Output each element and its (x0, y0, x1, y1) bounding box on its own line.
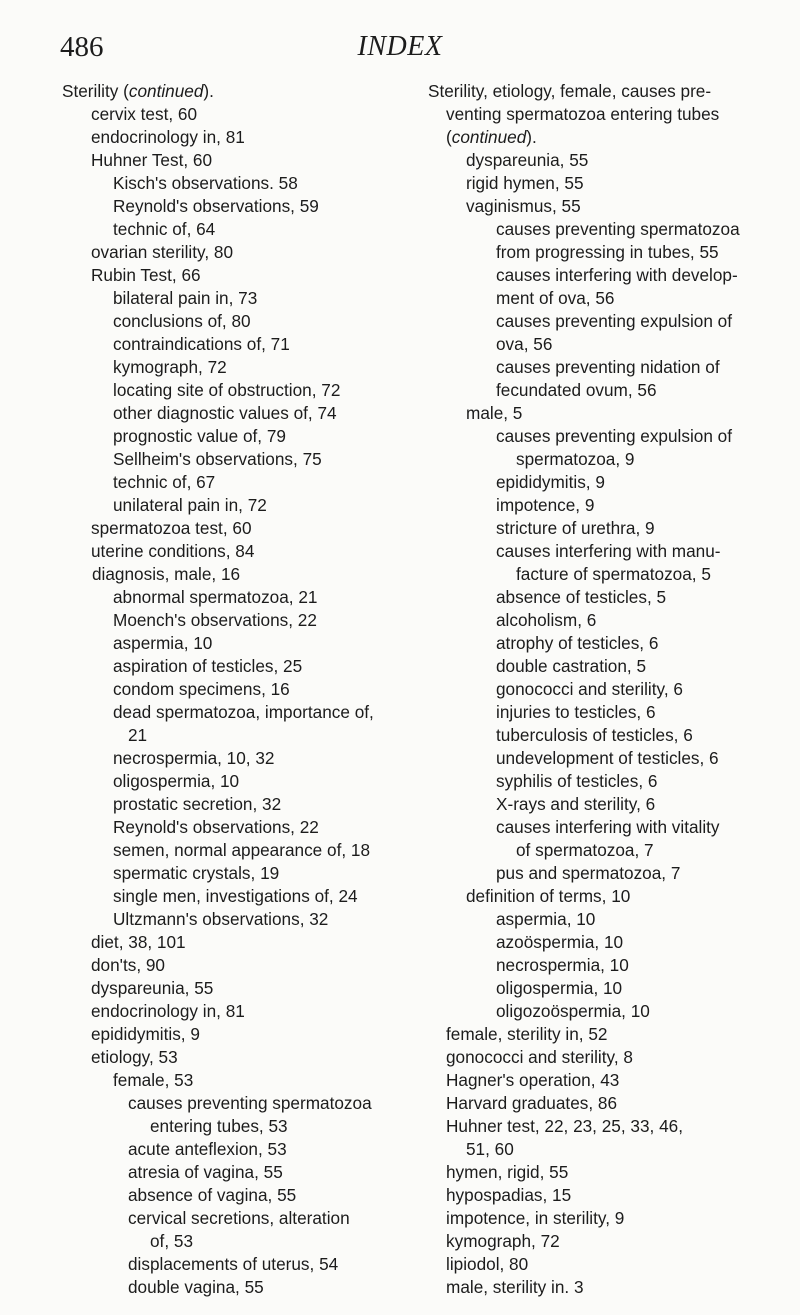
index-entry-text: necrospermia, 10, 32 (113, 748, 275, 768)
index-entry-text: locating site of obstruction, 72 (113, 380, 341, 400)
index-entry (428, 218, 768, 241)
index-entry-text: causes interfering with manu- (496, 541, 721, 561)
index-entry (428, 609, 768, 632)
index-entry-text: dyspareunia, 55 (91, 978, 214, 998)
index-entry (428, 678, 768, 701)
index-entry-text: female, 53 (113, 1070, 194, 1090)
index-entry-text: displacements of uterus, 54 (128, 1254, 339, 1274)
index-entry (428, 931, 768, 954)
index-entry-text: azoöspermia, 10 (496, 932, 624, 952)
index-entry (62, 770, 397, 793)
index-entry-text: double castration, 5 (496, 656, 647, 676)
index-entry (62, 172, 397, 195)
index-entry (62, 701, 397, 724)
index-entry-text: contraindications of, 71 (113, 334, 290, 354)
index-entry-text: spermatic crystals, 19 (113, 863, 280, 883)
index-entry (428, 770, 768, 793)
index-entry (428, 1230, 768, 1253)
index-entry-text: conclusions of, 80 (113, 311, 251, 331)
index-entry (62, 563, 397, 586)
index-entry (62, 540, 397, 563)
index-entry-text: kymograph, 72 (446, 1231, 560, 1251)
index-entry-text: causes preventing expulsion of (496, 426, 733, 446)
index-entry (428, 816, 768, 839)
index-entry-text: of spermatozoa, 7 (516, 840, 654, 860)
index-entry (428, 1115, 768, 1138)
index-entry (62, 80, 397, 103)
index-entry (62, 1276, 397, 1299)
index-entry (62, 977, 397, 1000)
index-entry (62, 379, 397, 402)
index-entry-text: spermatozoa test, 60 (91, 518, 252, 538)
index-entry-text: causes preventing expulsion of (496, 311, 733, 331)
index-entry (62, 241, 397, 264)
index-entry-text: abnormal spermatozoa, 21 (113, 587, 318, 607)
index-entry-text: epididymitis, 9 (91, 1024, 200, 1044)
index-entry-text: Hagner's operation, 43 (446, 1070, 620, 1090)
index-entry (62, 747, 397, 770)
index-entry (428, 287, 768, 310)
index-entry-text: syphilis of testicles, 6 (496, 771, 658, 791)
index-entry (62, 931, 397, 954)
index-entry-text: from progressing in tubes, 55 (496, 242, 719, 262)
index-entry-text: double vagina, 55 (128, 1277, 264, 1297)
index-entry (62, 632, 397, 655)
index-entry-text: fecundated ovum, 56 (496, 380, 657, 400)
index-entry-text: epididymitis, 9 (496, 472, 605, 492)
index-entry (428, 448, 768, 471)
index-entry-text: atresia of vagina, 55 (128, 1162, 283, 1182)
index-entry-text: acute anteflexion, 53 (128, 1139, 287, 1159)
index-entry-text: stricture of urethra, 9 (496, 518, 655, 538)
index-entry (62, 609, 397, 632)
index-entry (62, 908, 397, 931)
index-entry (62, 471, 397, 494)
index-entry (62, 218, 397, 241)
index-entry (428, 908, 768, 931)
index-entry (428, 724, 768, 747)
index-entry (428, 954, 768, 977)
index-entry-text: aspiration of testicles, 25 (113, 656, 303, 676)
index-entry-italic: continued (128, 81, 204, 101)
index-entry-text: Moench's observations, 22 (113, 610, 317, 630)
index-entry-text: Sellheim's observations, 75 (113, 449, 322, 469)
index-entry-text: vaginismus, 55 (466, 196, 581, 216)
index-entry-text: ovarian sterility, 80 (91, 242, 234, 262)
index-entry-text: causes preventing spermatozoa (496, 219, 740, 239)
index-entry (428, 1161, 768, 1184)
index-entry-text: entering tubes, 53 (150, 1116, 288, 1136)
index-entry (428, 701, 768, 724)
index-entry (62, 333, 397, 356)
index-entry (62, 655, 397, 678)
index-entry (428, 333, 768, 356)
index-entry-text: uterine conditions, 84 (91, 541, 255, 561)
index-entry-text: pus and spermatozoa, 7 (496, 863, 681, 883)
index-entry (62, 885, 397, 908)
index-entry-text: 51, 60 (466, 1139, 514, 1159)
running-head: INDEX (357, 31, 443, 62)
index-entry (428, 264, 768, 287)
index-entry (62, 862, 397, 885)
index-entry-text: bilateral pain in, 73 (113, 288, 258, 308)
index-entry-text: Ultzmann's observations, 32 (113, 909, 329, 929)
index-entry-text: Sterility ( (62, 81, 129, 101)
index-entry-text: kymograph, 72 (113, 357, 227, 377)
index-entry (62, 448, 397, 471)
index-entry (62, 1230, 397, 1253)
index-entry-text: causes interfering with vitality (496, 817, 720, 837)
index-entry (62, 1184, 397, 1207)
index-entry-text: absence of testicles, 5 (496, 587, 667, 607)
index-entry (62, 287, 397, 310)
index-entry (428, 1276, 768, 1299)
index-entry (62, 310, 397, 333)
index-entry (62, 724, 397, 747)
index-entry-text: necrospermia, 10 (496, 955, 629, 975)
index-entry-text: Harvard graduates, 86 (446, 1093, 618, 1113)
index-entry-text: ( (446, 127, 452, 147)
index-entry (428, 632, 768, 655)
index-entry-text: other diagnostic values of, 74 (113, 403, 337, 423)
index-entry-tail: ). (526, 127, 537, 147)
index-entry-text: ment of ova, 56 (496, 288, 615, 308)
index-entry (428, 172, 768, 195)
index-entry-text: Reynold's observations, 22 (113, 817, 319, 837)
index-entry (428, 494, 768, 517)
index-entry-text: oligozoöspermia, 10 (496, 1001, 650, 1021)
index-entry (428, 126, 768, 149)
index-entry-text: diagnosis, male, 16 (92, 564, 241, 584)
index-entry-text: ova, 56 (496, 334, 553, 354)
index-entry (62, 1207, 397, 1230)
index-entry (62, 1000, 397, 1023)
index-entry-text: hypospadias, 15 (446, 1185, 572, 1205)
index-entry-text: Kisch's observations. 58 (113, 173, 298, 193)
index-entry-text: causes interfering with develop- (496, 265, 738, 285)
index-entry-text: endocrinology in, 81 (91, 127, 245, 147)
index-entry-text: condom specimens, 16 (113, 679, 290, 699)
index-entry-text: Reynold's observations, 59 (113, 196, 319, 216)
index-entry-text: gonococci and sterility, 6 (496, 679, 683, 699)
index-column-left (62, 80, 397, 1299)
index-entry-text: technic of, 64 (113, 219, 216, 239)
index-entry (428, 310, 768, 333)
index-entry-text: oligospermia, 10 (496, 978, 623, 998)
index-entry-text: impotence, in sterility, 9 (446, 1208, 625, 1228)
index-entry-text: rigid hymen, 55 (466, 173, 584, 193)
index-entry-text: semen, normal appearance of, 18 (113, 840, 371, 860)
index-entry-text: don'ts, 90 (91, 955, 165, 975)
index-entry-text: Sterility, etiology, female, causes pre- (428, 81, 712, 101)
index-entry-text: technic of, 67 (113, 472, 216, 492)
index-entry (62, 1138, 397, 1161)
index-entry-text: hymen, rigid, 55 (446, 1162, 569, 1182)
index-entry-text: etiology, 53 (91, 1047, 178, 1067)
index-entry (62, 1115, 397, 1138)
index-entry-text: X-rays and sterility, 6 (496, 794, 656, 814)
index-entry-text: cervical secretions, alteration (128, 1208, 350, 1228)
index-entry-text: alcoholism, 6 (496, 610, 597, 630)
index-entry (62, 1092, 397, 1115)
index-entry (428, 402, 768, 425)
index-entry (62, 816, 397, 839)
index-entry (428, 1253, 768, 1276)
index-entry-text: diet, 38, 101 (91, 932, 186, 952)
index-entry-text: 21 (128, 725, 148, 745)
index-entry-text: impotence, 9 (496, 495, 595, 515)
index-entry (428, 425, 768, 448)
index-entry-text: tuberculosis of testicles, 6 (496, 725, 693, 745)
index-entry-text: causes preventing spermatozoa (128, 1093, 372, 1113)
index-entry-text: unilateral pain in, 72 (113, 495, 267, 515)
index-entry-text: dead spermatozoa, importance of, (113, 702, 374, 722)
index-entry-text: Huhner test, 22, 23, 25, 33, 46, (446, 1116, 683, 1136)
index-entry-text: oligospermia, 10 (113, 771, 240, 791)
index-entry (62, 1069, 397, 1092)
index-entry (428, 1092, 768, 1115)
index-entry-text: venting spermatozoa entering tubes (446, 104, 720, 124)
index-entry-text: prostatic secretion, 32 (113, 794, 282, 814)
index-entry (62, 1253, 397, 1276)
index-entry-italic: continued (451, 127, 527, 147)
index-entry-text: of, 53 (150, 1231, 194, 1251)
index-entry (62, 839, 397, 862)
index-entry-text: cervix test, 60 (91, 104, 198, 124)
index-entry (62, 517, 397, 540)
index-entry (428, 1184, 768, 1207)
index-entry (428, 471, 768, 494)
index-entry (428, 149, 768, 172)
index-entry (428, 1138, 768, 1161)
index-entry (62, 264, 397, 287)
index-entry-text: Rubin Test, 66 (91, 265, 201, 285)
index-entry-text: facture of spermatozoa, 5 (516, 564, 711, 584)
index-entry-text: single men, investigations of, 24 (113, 886, 358, 906)
index-entry-text: lipiodol, 80 (446, 1254, 529, 1274)
index-entry (62, 103, 397, 126)
index-entry (62, 678, 397, 701)
index-entry (62, 586, 397, 609)
index-entry-text: absence of vagina, 55 (128, 1185, 297, 1205)
index-entry (428, 977, 768, 1000)
index-entry (62, 149, 397, 172)
index-entry (428, 195, 768, 218)
index-entry-text: definition of terms, 10 (466, 886, 631, 906)
index-entry (428, 563, 768, 586)
index-entry (62, 126, 397, 149)
index-entry (428, 885, 768, 908)
index-entry (62, 1023, 397, 1046)
index-entry-text: dyspareunia, 55 (466, 150, 589, 170)
index-entry (62, 356, 397, 379)
index-entry (428, 80, 768, 103)
index-entry (62, 195, 397, 218)
index-entry (428, 862, 768, 885)
index-entry (428, 793, 768, 816)
index-entry (428, 839, 768, 862)
index-entry (62, 402, 397, 425)
index-entry (428, 747, 768, 770)
index-entry (62, 954, 397, 977)
index-entry-text: undevelopment of testicles, 6 (496, 748, 719, 768)
index-entry-text: male, 5 (466, 403, 523, 423)
index-entry-text: aspermia, 10 (113, 633, 213, 653)
index-entry (428, 356, 768, 379)
index-entry-text: causes preventing nidation of (496, 357, 720, 377)
index-entry-text: endocrinology in, 81 (91, 1001, 245, 1021)
index-entry-text: injuries to testicles, 6 (496, 702, 656, 722)
index-entry-text: prognostic value of, 79 (113, 426, 286, 446)
index-entry (428, 1000, 768, 1023)
index-entry (428, 1207, 768, 1230)
index-entry (62, 1046, 397, 1069)
index-entry (62, 1161, 397, 1184)
index-entry (428, 1023, 768, 1046)
index-entry (62, 425, 397, 448)
page-number: 486 (60, 31, 104, 63)
index-entry (428, 655, 768, 678)
index-entry (428, 103, 768, 126)
index-entry-text: spermatozoa, 9 (516, 449, 635, 469)
index-entry (62, 494, 397, 517)
index-entry (428, 586, 768, 609)
index-entry (428, 379, 768, 402)
index-entry-text: atrophy of testicles, 6 (496, 633, 659, 653)
index-entry-text: aspermia, 10 (496, 909, 596, 929)
index-entry (428, 1069, 768, 1092)
index-entry (428, 241, 768, 264)
index-entry-tail: ). (203, 81, 214, 101)
index-entry-text: gonococci and sterility, 8 (446, 1047, 633, 1067)
index-entry (428, 517, 768, 540)
index-column-right (428, 80, 768, 1299)
index-entry-text: Huhner Test, 60 (91, 150, 213, 170)
index-entry (428, 1046, 768, 1069)
index-entry-text: female, sterility in, 52 (446, 1024, 608, 1044)
index-entry (428, 540, 768, 563)
index-entry-text: male, sterility in. 3 (446, 1277, 584, 1297)
index-entry (62, 793, 397, 816)
